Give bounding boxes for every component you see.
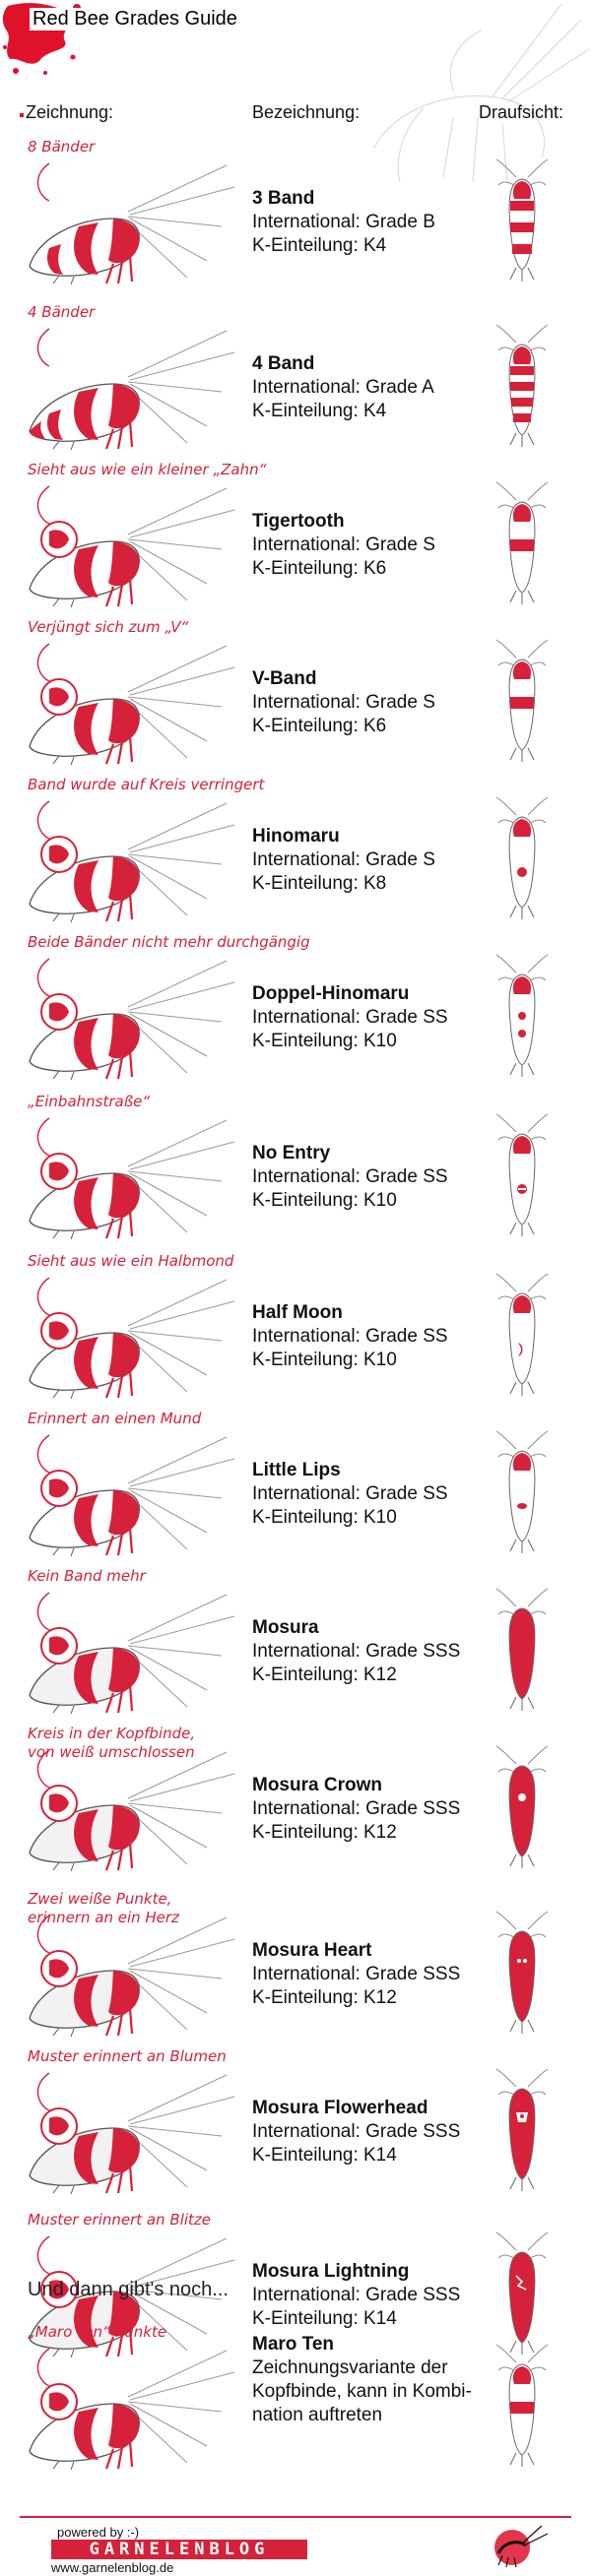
grade-international: International: Grade SSS [252,2285,461,2305]
grade-row [0,933,591,1087]
grade-international: International: Grade SS [252,1007,448,1028]
grade-row [0,303,591,457]
side-view-shrimp-drawing [20,323,236,451]
grade-row [0,1410,591,1563]
grade-description: Zeichnungsvariante der Kopfbinde, kann in Kombi- nation auftreten [252,2357,472,2425]
annotation-arrow [37,329,49,366]
grade-row [0,138,591,291]
shrimp-logo-icon [473,2520,552,2571]
grade-row [0,461,591,614]
annotation-arrow [37,2349,49,2386]
grade-info [252,1301,448,1372]
grade-name: Half Moon [252,1302,343,1323]
grade-name: Mosura Crown [252,1775,382,1795]
grade-k-classification: K-Einteilung: K6 [252,558,387,579]
grade-row [0,1093,591,1246]
grade-info [252,825,435,896]
grade-info [252,2333,472,2427]
grade-annotation: Zwei weiße Punkte, erinnern an ein Herz [28,1890,179,1926]
side-view-shrimp-drawing [20,795,236,923]
column-header-topview: Draufsicht: [479,102,564,122]
side-view-shrimp-drawing [20,1587,236,1715]
grade-info [252,2097,460,2168]
side-view-shrimp-drawing [20,157,236,285]
grade-name: Tigertooth [252,511,345,532]
top-view-shrimp [492,638,552,764]
grade-name: Mosura Heart [252,1940,372,1961]
grade-row [0,776,591,929]
grade-info [252,352,434,423]
grade-annotation: Kreis in der Kopfbinde, von weiß umschlossen [28,1725,196,1761]
top-view-shrimp [492,2343,552,2469]
annotation-arrow [37,1916,49,1953]
grade-info [252,1774,460,1845]
grade-row [0,1252,591,1406]
top-view-shrimp [492,1587,552,1713]
grade-k-classification: K-Einteilung: K12 [252,1987,397,2008]
grade-international: International: Grade SSS [252,2121,461,2142]
annotation-arrow [37,644,49,681]
annotation-arrow [37,163,49,201]
annotation-arrow [37,1435,49,1473]
annotation-arrow [37,486,49,524]
grade-international: International: Grade SS [252,1326,448,1347]
annotation-arrow [37,1118,49,1156]
top-view-shrimp [492,953,552,1079]
more-heading: Und dann gibt's noch... [28,2279,229,2300]
powered-by-label: powered by :-) [57,2525,140,2540]
grade-annotation: Band wurde auf Kreis verringert [28,776,265,793]
top-view-shrimp [492,1429,552,1555]
annotation-arrow [37,801,49,839]
grade-k-classification: K-Einteilung: K10 [252,1507,397,1528]
page-title: Red Bee Grades Guide [30,8,240,31]
side-view-shrimp-drawing [20,1744,236,1872]
garnelenblog-logo: GARNELENBLOG [51,2540,307,2559]
grade-k-classification: K-Einteilung: K4 [252,401,387,421]
grade-annotation: Verjüngt sich zum „V“ [28,618,189,636]
annotation-arrow [37,1593,49,1630]
grade-row [0,2047,591,2201]
grade-info [252,1142,448,1213]
grade-name: Mosura Flowerhead [252,2098,428,2118]
side-view-shrimp-drawing [20,480,236,608]
grade-international: International: Grade SSS [252,1964,461,1984]
side-view-shrimp-drawing [20,1272,236,1400]
annotation-arrow [37,2236,49,2274]
grade-k-classification: K-Einteilung: K10 [252,1350,397,1370]
grade-k-classification: K-Einteilung: K12 [252,1822,397,1843]
top-view-shrimp [492,157,552,283]
side-view-shrimp-drawing [20,2343,236,2471]
grade-k-classification: K-Einteilung: K10 [252,1190,397,1211]
top-view-shrimp [492,1112,552,1238]
grade-row [0,1890,591,2043]
grade-name: 4 Band [252,353,315,374]
grade-k-classification: K-Einteilung: K6 [252,716,387,736]
top-view-shrimp [492,2067,552,2193]
grade-annotation: Muster erinnert an Blitze [28,2211,212,2229]
grade-name: Mosura [252,1617,319,1638]
grade-name: No Entry [252,1143,331,1163]
grade-k-classification: K-Einteilung: K8 [252,873,387,894]
grade-annotation: Beide Bänder nicht mehr durchgängig [28,933,310,951]
column-header-drawing: Zeichnung: [26,102,114,122]
grade-info [252,1616,460,1687]
grade-k-classification: K-Einteilung: K4 [252,235,387,256]
side-view-shrimp-drawing [20,1910,236,2038]
grade-international: International: Grade A [252,377,434,398]
footer-divider [20,2516,571,2518]
top-view-shrimp [492,1272,552,1398]
grade-annotation: Muster erinnert an Blumen [28,2047,227,2065]
website-url[interactable]: www.garnelenblog.de [51,2560,174,2575]
grade-international: International: Grade SSS [252,1641,461,1662]
annotation-arrow [37,2073,49,2110]
grade-annotation: Kein Band mehr [28,1567,146,1585]
grade-name: Doppel-Hinomaru [252,983,410,1004]
grade-info [252,1939,460,2010]
grade-row [0,1567,591,1721]
grade-k-classification: K-Einteilung: K14 [252,2145,397,2166]
column-marker [20,113,24,117]
side-view-shrimp-drawing [20,1112,236,1240]
grade-info [252,1459,448,1530]
grade-k-classification: K-Einteilung: K14 [252,2308,397,2329]
side-view-shrimp-drawing [20,1429,236,1557]
top-view-shrimp [492,480,552,606]
grade-international: International: Grade B [252,212,435,232]
grade-annotation: 8 Bänder [28,138,96,156]
side-view-shrimp-drawing [20,2067,236,2195]
grade-international: International: Grade S [252,534,435,555]
grade-row [0,1725,591,1878]
grade-name: 3 Band [252,188,315,209]
top-view-shrimp [492,1910,552,2036]
grade-annotation: „Maro Ten“-Punkte [28,2323,167,2341]
grade-row [0,618,591,772]
top-view-shrimp [492,795,552,921]
grade-international: International: Grade SS [252,1166,448,1187]
grade-name: Hinomaru [252,826,340,847]
grade-annotation: Sieht aus wie ein kleiner „Zahn“ [28,461,267,478]
grade-international: International: Grade SSS [252,1798,461,1819]
grade-international: International: Grade S [252,692,435,713]
grade-name: Little Lips [252,1460,341,1480]
grade-annotation: „Einbahnstraße“ [28,1093,151,1110]
annotation-arrow [37,1278,49,1315]
grade-k-classification: K-Einteilung: K12 [252,1665,397,1685]
grade-international: International: Grade S [252,849,435,870]
grade-info [252,982,448,1053]
grade-k-classification: K-Einteilung: K10 [252,1031,397,1051]
annotation-arrow [37,959,49,996]
grade-info [252,667,435,738]
grade-annotation: Sieht aus wie ein Halbmond [28,1252,234,1270]
grade-info [252,187,435,258]
grade-international: International: Grade SS [252,1483,448,1504]
grade-info [252,2260,460,2331]
grade-name: Mosura Lightning [252,2261,410,2282]
side-view-shrimp-drawing [20,953,236,1081]
column-header-name: Bezeichnung: [252,102,361,122]
grade-row-maro-ten [0,2323,591,2477]
top-view-shrimp [492,323,552,449]
grade-annotation: Erinnert an einen Mund [28,1410,202,1427]
annotation-arrow [37,1750,49,1788]
grade-info [252,510,435,581]
grade-annotation: 4 Bänder [28,303,96,321]
grade-name: V-Band [252,668,317,689]
top-view-shrimp [492,1744,552,1870]
side-view-shrimp-drawing [20,638,236,766]
grade-name: Maro Ten [252,2334,335,2355]
